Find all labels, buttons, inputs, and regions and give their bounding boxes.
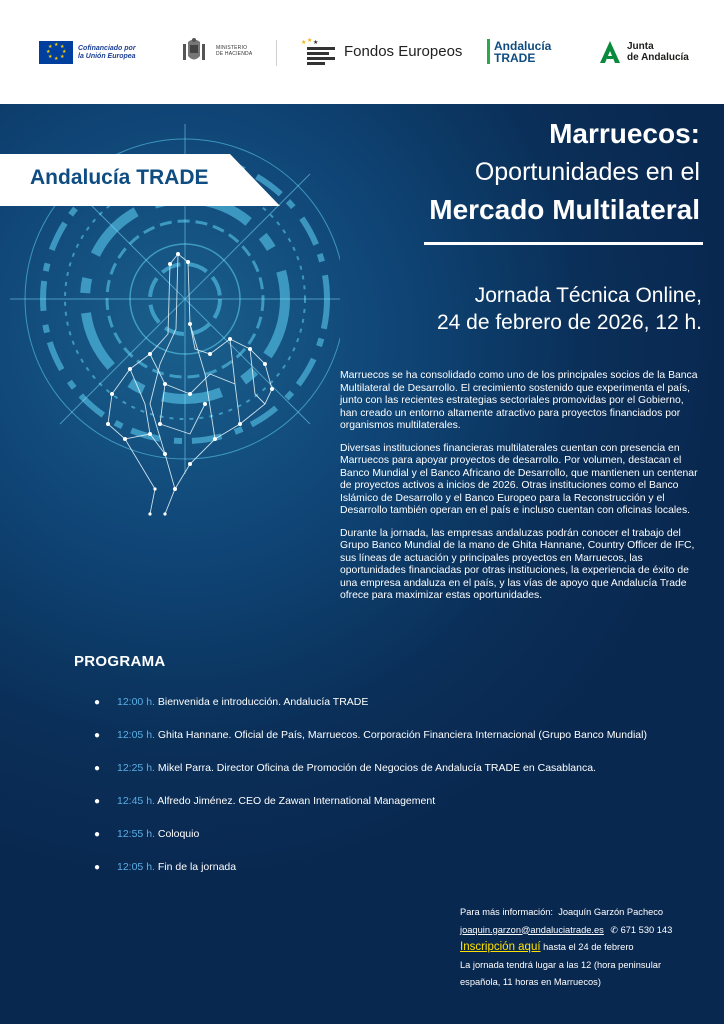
- svg-text:★: ★: [301, 40, 307, 46]
- fondos-europeos-text: Fondos Europeos: [344, 42, 463, 60]
- eu-flag-icon: ★ ★ ★ ★ ★ ★ ★ ★: [39, 41, 73, 64]
- phone-icon: ✆: [610, 924, 618, 935]
- programa-text: Alfredo Jiménez. CEO de Zawan International Management: [157, 795, 436, 807]
- contact-line: [460, 904, 710, 922]
- junta-line: de Andalucía: [627, 52, 689, 63]
- signup-line: [460, 939, 710, 957]
- ministerio-line: DE HACIENDA: [216, 51, 253, 57]
- andalucia-trade-line: Andalucía: [494, 38, 552, 53]
- contact-email-line: [460, 922, 710, 940]
- schedule-note-line: española, 11 horas en Marruecos): [460, 977, 601, 987]
- programa-time: 12:00 h.: [117, 696, 155, 708]
- programa-text: Mikel Parra. Director Oficina de Promoción de Negocios de Andalucía TRADE en Casablanca.: [157, 762, 596, 774]
- andalucia-trade-text: [494, 40, 551, 64]
- svg-text:★: ★: [307, 38, 313, 44]
- programa-item: [94, 828, 647, 861]
- ministerio-hacienda-logo: [181, 36, 252, 66]
- logo-divider: [276, 40, 277, 66]
- andalucia-trade-logo: [487, 39, 551, 64]
- bullet-icon: ●: [94, 697, 101, 708]
- bullet-icon: ●: [94, 829, 101, 840]
- programa-heading: PROGRAMA: [74, 653, 166, 670]
- signup-link[interactable]: Inscripción aquí: [460, 941, 541, 953]
- programa-time: 12:05 h.: [117, 861, 155, 873]
- programa-text: Ghita Hannane. Oficial de País, Marruecos. Corporación Financiera Internacional (Grupo Banco Mundial): [157, 729, 647, 741]
- title-underline: [424, 242, 703, 245]
- eu-logo-text: [78, 45, 136, 61]
- description-paragraph: Marruecos se ha consolidado como uno de los principales socios de la Banca Multilateral de Desarrollo. El crecimiento sostenido que experimenta el país, junto con las recientes estrategias sectoriales promovidas por el Gobierno, han creado un entorno altamente atractivo para proyectos financiados por organismos multilaterales.: [340, 370, 698, 431]
- programa-time: 12:45 h.: [117, 795, 155, 807]
- programa-text: Bienvenida e introducción. Andalucía TRADE: [157, 696, 369, 708]
- bullet-icon: ●: [94, 796, 101, 807]
- subtitle-line-1: Jornada Técnica Online,: [474, 284, 702, 307]
- programa-item: [94, 696, 647, 729]
- andalucia-trade-line: TRADE: [494, 50, 536, 65]
- subtitle-line-2: 24 de febrero de 2026, 12 h.: [436, 311, 702, 334]
- contact-label: Para más información:: [460, 907, 554, 917]
- spain-crest-icon: [181, 36, 207, 66]
- programa-item: [94, 795, 647, 828]
- eu-logo-line: la Unión Europea: [78, 52, 136, 60]
- logo-header: [0, 0, 724, 104]
- programa-item: [94, 762, 647, 795]
- schedule-note-line: La jornada tendrá lugar a las 12 (hora peninsular: [460, 959, 662, 970]
- fondos-europeos-logo: [299, 37, 462, 65]
- junta-andalucia-logo: [598, 40, 689, 64]
- event-poster: [0, 104, 724, 1024]
- title-line-3: Mercado Multilateral: [429, 194, 700, 225]
- programa-time: 12:55 h.: [117, 828, 155, 840]
- junta-andalucia-icon: [598, 40, 622, 64]
- programa-text: Coloquio: [157, 828, 200, 840]
- programa-list: [94, 696, 647, 894]
- programa-item: [94, 861, 647, 894]
- bullet-icon: ●: [94, 763, 101, 774]
- bullet-icon: ●: [94, 730, 101, 741]
- programa-text: Fin de la jornada: [157, 861, 237, 873]
- programa-time: 12:05 h.: [117, 729, 155, 741]
- programa-time: 12:25 h.: [117, 762, 155, 774]
- andalucia-trade-tag: Andalucía TRADE: [30, 166, 209, 189]
- ministerio-line: MINISTERIO: [216, 45, 248, 51]
- event-subtitle: [437, 282, 702, 336]
- junta-andalucia-text: [627, 41, 689, 63]
- programa-item: [94, 729, 647, 762]
- title-line-2: Oportunidades en el: [474, 158, 700, 186]
- contact-info: [460, 904, 710, 992]
- junta-line: Junta: [627, 41, 654, 52]
- description-paragraph: Diversas instituciones financieras multilaterales cuentan con presencia en Marruecos para apoyar proyectos de desarrollo. Por volumen, destacan el Banco Mundial y el Banco Africano de Desarrollo, que mantienen un centenar de proyectos activos a inicios de 2026. Otras instituciones como el Banco Islámico de Desarrollo y el Banco Europeo para la Reconstrucción y el Desarrollo también operan en el país e incluso cuentan con oficinas locales.: [340, 442, 698, 516]
- event-description: [340, 370, 702, 613]
- schedule-note: [460, 957, 710, 992]
- description-paragraph: Durante la jornada, las empresas andaluzas podrán conocer el trabajo del Grupo Banco Mundial de la mano de Ghita Hannane, Country Officer de IFC, sus líneas de actuación y principales proyectos en Marruecos, las oportunidades financiadas por otras instituciones, la experiencia de éxito de una empresa andaluza en el país, y las vías de apoyo que Andalucía Trade ofrece para maximizar estas oportunidades.: [340, 527, 695, 601]
- eu-logo: [39, 41, 136, 64]
- signup-deadline: hasta el 24 de febrero: [543, 942, 634, 952]
- svg-text:★: ★: [313, 40, 319, 46]
- bullet-icon: ●: [94, 862, 101, 873]
- ministerio-text: [216, 45, 252, 57]
- contact-phone: 671 530 143: [620, 924, 673, 935]
- fondos-europeos-icon: [299, 37, 337, 65]
- andalucia-trade-bar: [487, 39, 490, 64]
- contact-email-link[interactable]: joaquin.garzon@andaluciatrade.es: [460, 924, 604, 935]
- title-line-1: Marruecos:: [549, 118, 700, 149]
- eu-logo-line: Cofinanciado por: [78, 44, 136, 52]
- contact-name: Joaquín Garzón Pacheco: [558, 907, 664, 917]
